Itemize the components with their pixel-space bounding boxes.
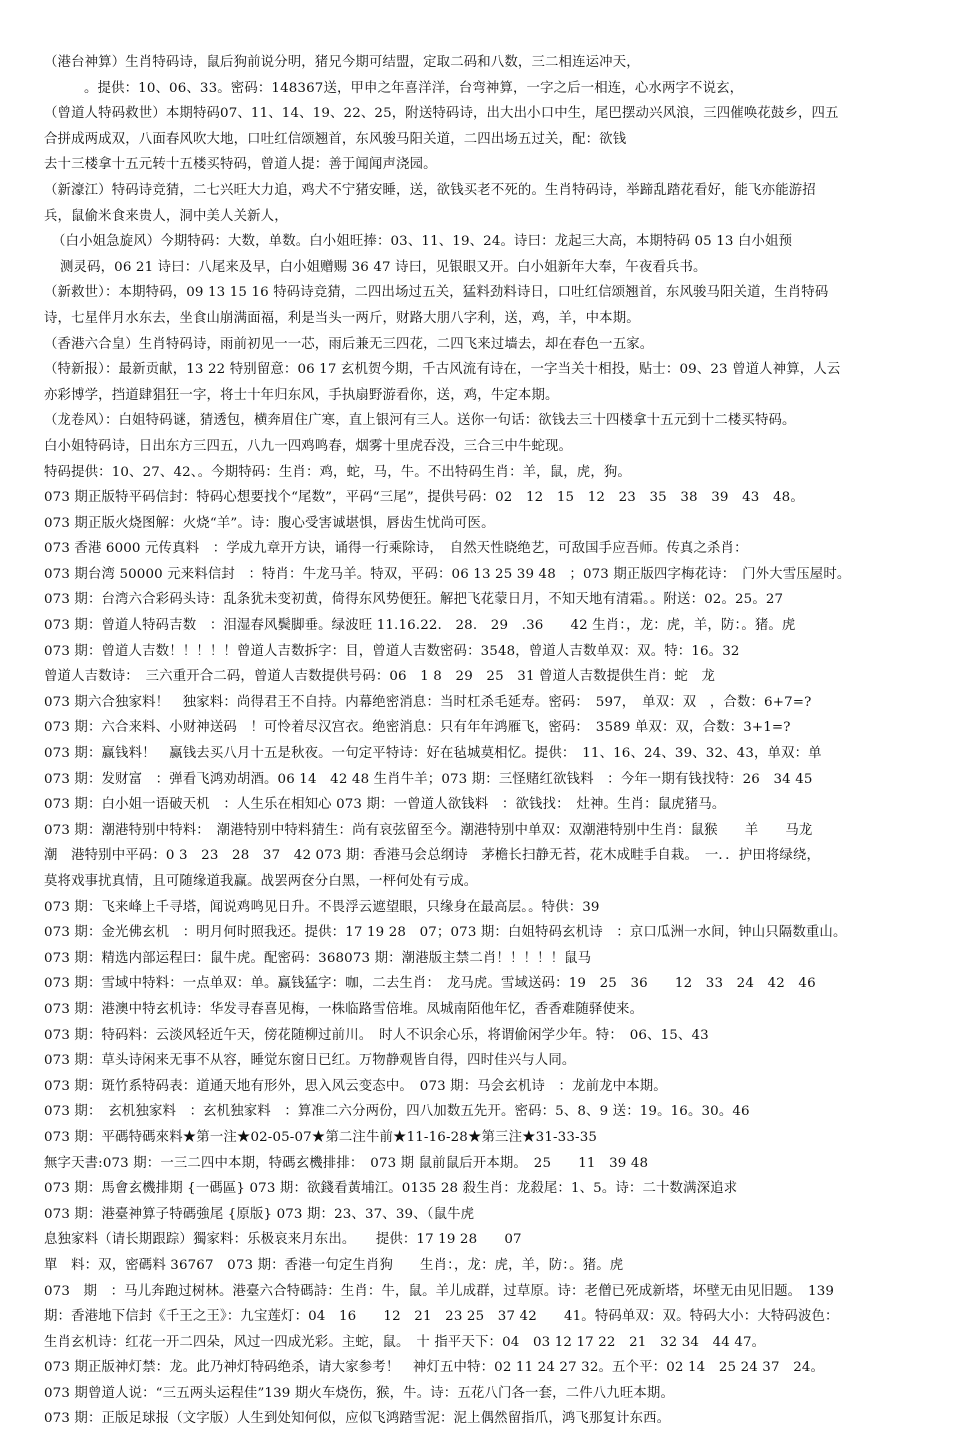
text-line: 073 期：港臺神算子特碼強尾 {原版} 073 期：23、37、39、（鼠牛虎 xyxy=(44,1206,475,1222)
text-line: 073 期：发财富 ：弹看飞鸿劝胡酒。06 14 42 48 生肖牛羊；073 期：三怪赌红欲钱料 ：今年一期有钱找特：26 34 45 xyxy=(44,771,813,787)
text-line: 。提供：10、06、33。密码：148367送，甲申之年喜洋洋，台弯神算，一字之后一相连，心水两字不说玄， xyxy=(84,80,744,96)
text-line: 073 期：台湾六合彩码头诗：乱条犹未变初黄，倚得东风势便狂。解把飞花蒙日月，不知天地有清霜。。附送：02。25。27 xyxy=(44,592,784,608)
text-line: 073 期：飞来峰上千寻塔，闻说鸡鸣见日升。不畏浮云遮望眼，只缘身在最高层。。特供：39 xyxy=(44,899,600,915)
text-line: 去十三楼拿十五元转十五楼买特码，曾道人提：善于闻闻声浇园。 xyxy=(44,157,437,173)
text-line: 合拼成两成双，八面春风吹大地，口吐红信颂翘首，东风骏马阳关道，二四出场五过关，配：欲钱 xyxy=(44,131,627,147)
text-line: （港台神算）生肖特码诗，鼠后狗前说分明，猪兄今期可结盟，定取二码和八数，三二相连运冲天， xyxy=(44,55,640,70)
text-line: 073 期六合独家料！ 独家料：尚得君王不自持。内幕绝密消息：当时杠杀毛延寿。密码： 597， 单双：双 ，合数：6+7=? xyxy=(44,694,812,710)
text-line: （特新报）：最新贡献，13 22 特别留意：06 17 玄机贺今期，千古风流有诗在，一字当关十相投，贴士：09、23 曾道人神算，人云 xyxy=(44,362,841,378)
text-line: 潮 港特别中平码：0 3 23 28 37 42 073 期：香港马会总纲诗 茅檐长扫静无苔，花木成畦手自栽。 一．．护田将绿绕， xyxy=(44,848,821,864)
text-line: 073 期：潮港特别中特料： 潮港特别中特料猜生：尚有哀弦留至今。潮港特别中单双：双潮港特别中生肖：鼠猴 羊 马龙 xyxy=(44,822,813,838)
text-line: 073 期：斑竹系特码表：道通天地有形外，思入风云变态中。 073 期：马会玄机诗 ：龙前龙中本期。 xyxy=(44,1078,667,1094)
text-line: 無字天書:073 期：一三二四中本期，特碼玄機排排： 073 期 鼠前鼠后开本期。 25 11 39 48 xyxy=(44,1155,649,1171)
text-line: 亦彩博学，挡道肆猖狂一字，将士十年归东风，手执扇野游看你，送，鸡，牛定本期。 xyxy=(44,387,559,403)
text-line: 诗，七星伴月水东去，坐食山崩满面福，利是当头一两斤，财路大朋八字利，送，鸡，羊，中本期。 xyxy=(44,310,640,326)
text-line: （曾道人特码救世）本期特码07、11、14、19、22、25，附送特码诗，出大出小口中生，尾巴摆动兴风浪，三四催唤花鼓乡，四五 xyxy=(44,106,839,122)
text-line: 073 期：馬會玄機排期 {一碼區} 073 期：欲錢看黃埔江。0135 28 殺生肖：龙殺尾：1、5。诗：二十数满深追求 xyxy=(44,1181,738,1197)
text-line: 073 期：特码料：云淡风轻近午天，傍花随柳过前川。 时人不识余心乐，将谓偷闲学少年。特： 06、15、43 xyxy=(44,1027,709,1043)
text-line: 073 期：港澳中特玄机诗：华发寻春喜见梅，一株临路雪倍堆。凤城南陌他年忆，香香难随驿使来。 xyxy=(44,1001,644,1017)
text-line: 白小姐特码诗，日出东方三四五，八九一四鸡鸣春，烟雾十里虎吞没，三合三中牛蛇现。 xyxy=(44,438,573,454)
text-line: 073 期：金光佛玄机 ：明月何时照我还。提供：17 19 28 07；073 期：白姐特码玄机诗 ：京口瓜洲一水间，钟山只隔数重山。 xyxy=(44,925,847,941)
text-line: 073 期正版火烧图解：火烧“羊”。诗：腹心受害诚堪惧，唇齿生忧尚可医。 xyxy=(44,515,495,531)
text-line: 测灵码，06 21 诗曰：八尾来及早，白小姐赠赐 36 47 诗曰，见银眼又开。白小姐新年大奉，午夜看兵书。 xyxy=(60,259,707,275)
text-line: 特码提供：10、27、42、。今期特码：生肖：鸡，蛇，马，牛。不出特码生肖：羊，鼠，虎，狗。 xyxy=(44,464,631,480)
text-line: 073 期：草头诗闲来无事不从容，睡觉东窗日已红。万物静观皆自得，四时佳兴与人同。 xyxy=(44,1053,576,1069)
text-line: 073 期：雪域中特料：一点单双：单。赢钱猛字：咖，二去生肖： 龙马虎。雪域送码：19 25 36 12 33 24 42 46 xyxy=(44,976,816,992)
text-line: 073 期：赢钱料！ 赢钱去买八月十五是秋夜。一句定平特诗：好在毡城莫相忆。提供： 11、16、24、39、32、43，单双：单 xyxy=(44,746,822,762)
text-line: 073 期：白小姐一语破天机 ：人生乐在相知心 073 期：一曾道人欲钱料 ：欲钱找： 灶神。生肖：鼠虎猪马。 xyxy=(44,797,726,813)
text-line: 073 期：曾道人吉数！！！！！曾道人吉数拆字：目，曾道人吉数密码：3548，曾道人吉数单双：双。特：16。32 xyxy=(44,643,740,659)
text-line: 073 期 ：马儿奔跑过树林。港臺六合特碼詩：生肖：牛，鼠。羊儿成群，过草原。诗：老僧已死成新塔，坏壁无由见旧题。 139 xyxy=(44,1283,835,1299)
text-line: 073 期：精选内部运程曰：鼠牛虎。配密码：368073 期：潮港版主禁二肖！！！！！鼠马 xyxy=(44,950,592,966)
text-line: （新濠江）特码诗竞猜，二七兴旺大力追，鸡犬不宁猪安睡，送，欲钱买老不死的。生肖特码诗，举蹄乱踏花看好，能飞亦能游招 xyxy=(44,182,816,198)
text-line: 073 期正版神灯禁：龙。此乃神灯特码绝杀，请大家参考！ 神灯五中特：02 11 24 27 32。五个平：02 14 25 24 37 24。 xyxy=(44,1360,825,1376)
text-line: 073 期：曾道人特码吉数 ：泪湿春风鬓脚垂。绿波旺 11.16.22. 28. 29 .36 42 生肖：，龙：虎，羊，防：。猪。虎 xyxy=(44,618,796,634)
text-line: （白小姐急旋风）今期特码：大数，单数。白小姐旺捧：03、11、19、24。诗曰：龙起三大高，本期特码 05 13 白小姐预 xyxy=(52,234,793,250)
text-line: 曾道人吉数诗： 三六重开合二码，曾道人吉数提供号码：06 1 8 29 25 31 曾道人吉数提供生肖：蛇 龙 xyxy=(44,669,716,685)
text-line: 兵，鼠偷米食来贵人，洞中美人关新人， xyxy=(44,208,288,224)
text-line: （香港六合皇）生肖特码诗，雨前初见一一芯，雨后兼无三四花，二四飞来过墙去，却在春色一五家。 xyxy=(44,336,654,352)
text-line: 073 期：平碼特碼來料★第一注★02-05-07★第二注牛前★11-16-28★第三注★31-33-35 xyxy=(44,1129,598,1145)
text-line: 生肖玄机诗：红花一开二四朵，风过一四成光彩。主蛇，鼠。 十 指平天下：04 03 12 17 22 21 32 34 44 47。 xyxy=(44,1334,766,1350)
text-line: 073 期：正版足球报（文字版）人生到处知何似，应似飞鸿踏雪泥：泥上偶然留指爪，鸿飞那复计东西。 xyxy=(44,1411,671,1427)
text-line: 073 期：六合来料、小财神送码 ！可怜着尽汉宫衣。绝密消息：只有年年鸿雁飞，密码： 3589 单双：双，合数：3+1=? xyxy=(44,720,791,736)
text-line: 073 期： 玄机独家料 ：玄机独家料 ：算准二六分两份，四八加数五先开。密码：5、8、9 送：19。16。30。46 xyxy=(44,1104,750,1120)
text-line: （新救世）：本期特码，09 13 15 16 特码诗竞猜，二四出场过五关，猛料劲料诗日，口吐红信颂翘首，东风骏马阳关道，生肖特码 xyxy=(44,285,829,301)
text-line: 073 期台湾 50000 元来料信封 ：特肖：牛龙马羊。特双，平码：06 13 25 39 48 ；073 期正版四字梅花诗： 门外大雪压屋时。 xyxy=(44,566,851,582)
text-line: 息独家料（请长期跟踪）獨家料：乐极哀来月东出。 提供：17 19 28 07 xyxy=(44,1232,522,1248)
text-line: 073 香港 6000 元传真料 ：学成九章开方诀，诵得一行乘除诗， 自然天性晓绝艺，可敌国手应吾师。传真之杀肖： xyxy=(44,541,748,557)
text-line: 莫将戏事扰真情，且可随缘道我赢。战罢两奁分白黑，一枰何处有亏成。 xyxy=(44,874,478,889)
text-line: 單 料：双，密碼料 36767 073 期：香港一句定生肖狗 生肖：，龙：虎，羊，防：。猪。虎 xyxy=(44,1257,624,1273)
text-line: 期：香港地下信封《千王之王》：九宝莲灯：04 16 12 21 23 25 37 42 41。特码单双：双。特码大小：大特码波色： xyxy=(44,1309,839,1325)
text-line: 073 期正版特平码信封：特码心想要找个“尾数”，平码“三尾”，提供号码：02 12 15 12 23 35 38 39 43 48。 xyxy=(44,490,804,506)
text-line: （龙卷风）：白姐特码谜，猜透包，横奔眉住广寒，直上银河有三人。送你一句话：欲钱去三十四楼拿十五元到十二楼买特码。 xyxy=(44,413,796,429)
text-line: 073 期曾道人说：“三五两头运程佳”139 期火车烧伤，猴，牛。诗：五花八门各一套，二件八九旺本期。 xyxy=(44,1385,674,1401)
